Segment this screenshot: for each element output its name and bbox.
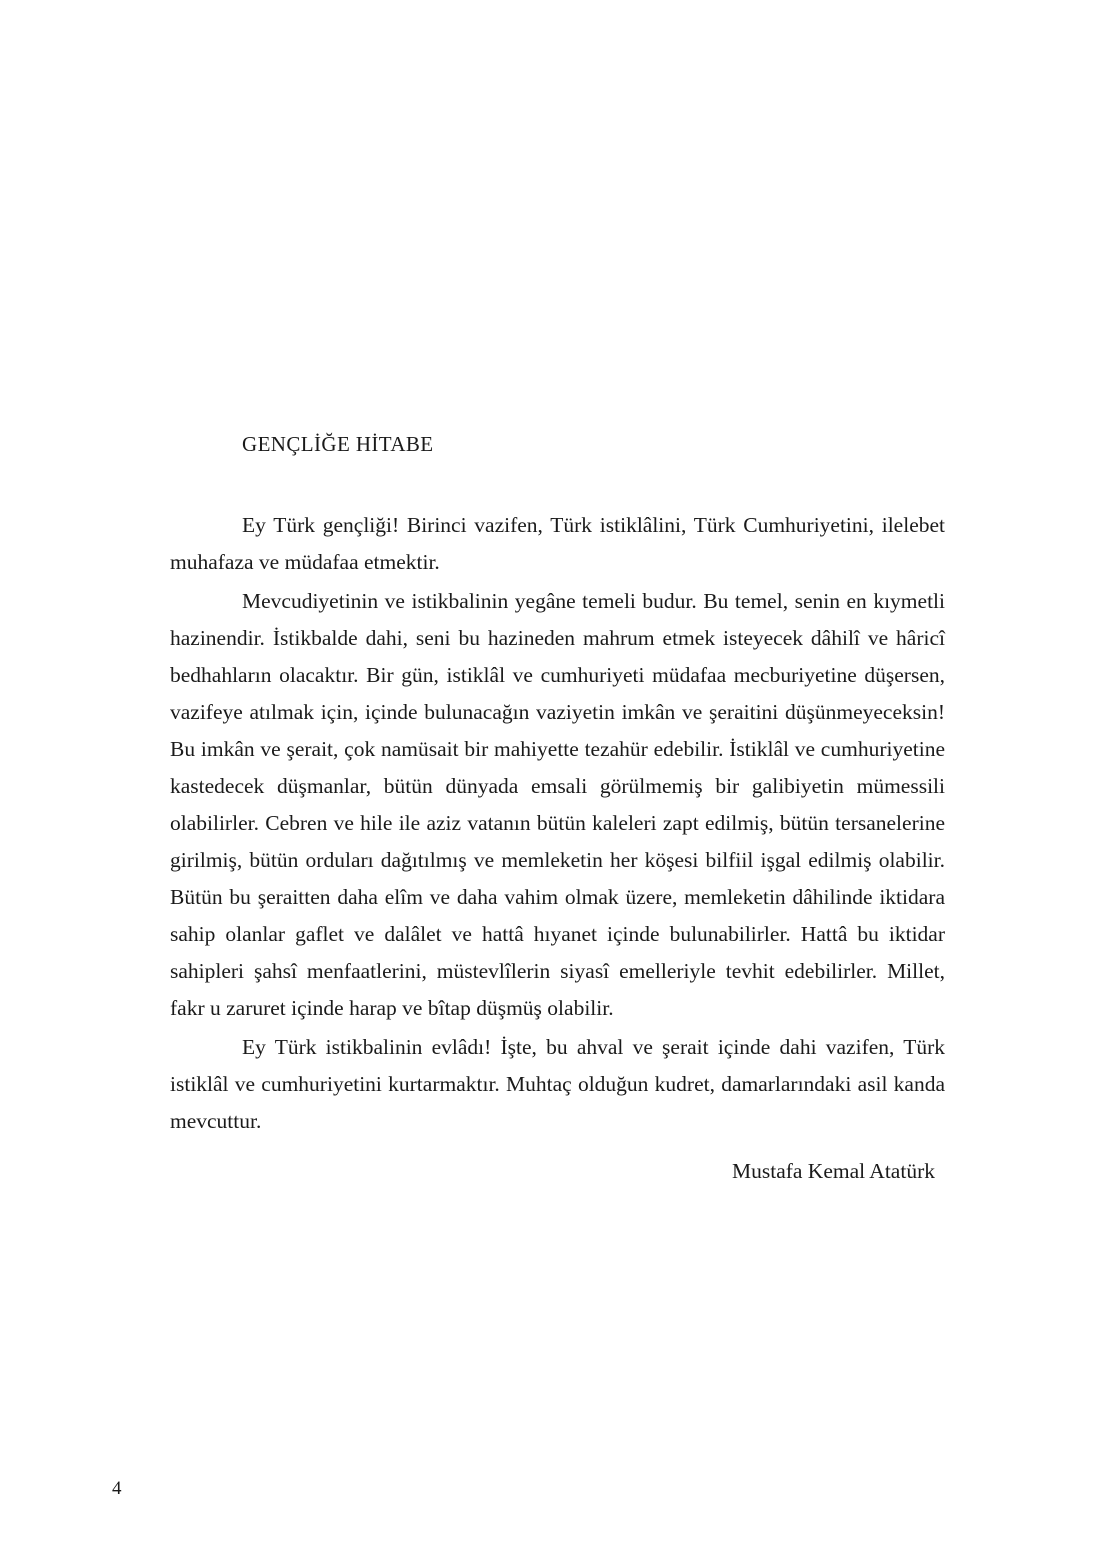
author-signature: Mustafa Kemal Atatürk	[731, 1158, 935, 1183]
paragraph-1: Ey Türk gençliği! Birinci vazifen, Türk istiklâlini, Türk Cumhuriyetini, ilelebet muhafaza ve müdafaa etmektir.	[170, 513, 945, 575]
page-title: GENÇLİĞE HİTABE	[242, 432, 434, 456]
paragraph-3: Ey Türk istikbalinin evlâdı! İşte, bu ahval ve şerait içinde dahi vazifen, Türk istiklâl ve cumhuriyetini kurtarmaktır. Muhtaç olduğun kudret, damarlarındaki asil kanda mevcuttur.	[170, 1034, 945, 1133]
page-number: 4	[112, 1478, 122, 1499]
page-content	[170, 430, 945, 1188]
paragraph-2: Mevcudiyetinin ve istikbalinin yegâne temeli budur. Bu temel, senin en kıymetli hazinendir. İstikbalde dahi, seni bu hazineden mahrum etmek isteyecek dâhilî ve hâricî bedhahların olacaktır. Bir gün, istiklâl ve cumhuriyeti müdafaa mecburiyetine düşersen, vazifeye atılmak için, içinde bulunacağın vaziyetin imkân ve şeraitini düşünmeyeceksin! Bu imkân ve şerait, çok namüsait bir mahiyette tezahür edebilir. İstiklâl ve cumhuriyetine kastedecek düşmanlar, bütün dünyada emsali görülmemiş bir galibiyetin mümessili olabilirler. Cebren ve hile ile aziz vatanın bütün kaleleri zapt edilmiş, bütün tersanelerine girilmiş, bütün orduları dağıtılmış ve memleketin her köşesi bilfiil işgal edilmiş olabilir. Bütün bu şeraitten daha elîm ve daha vahim olmak üzere, memleketin dâhilinde iktidara sahip olanlar gaflet ve dalâlet ve hattâ hıyanet içinde bulunabilirler. Hattâ bu iktidar sahipleri şahsî menfaatlerini, müstevlîlerin siyasî emelleriyle tevhit edebilirler. Millet, fakr u zaruret içinde harap ve bîtap düşmüş olabilir.	[170, 589, 945, 1020]
